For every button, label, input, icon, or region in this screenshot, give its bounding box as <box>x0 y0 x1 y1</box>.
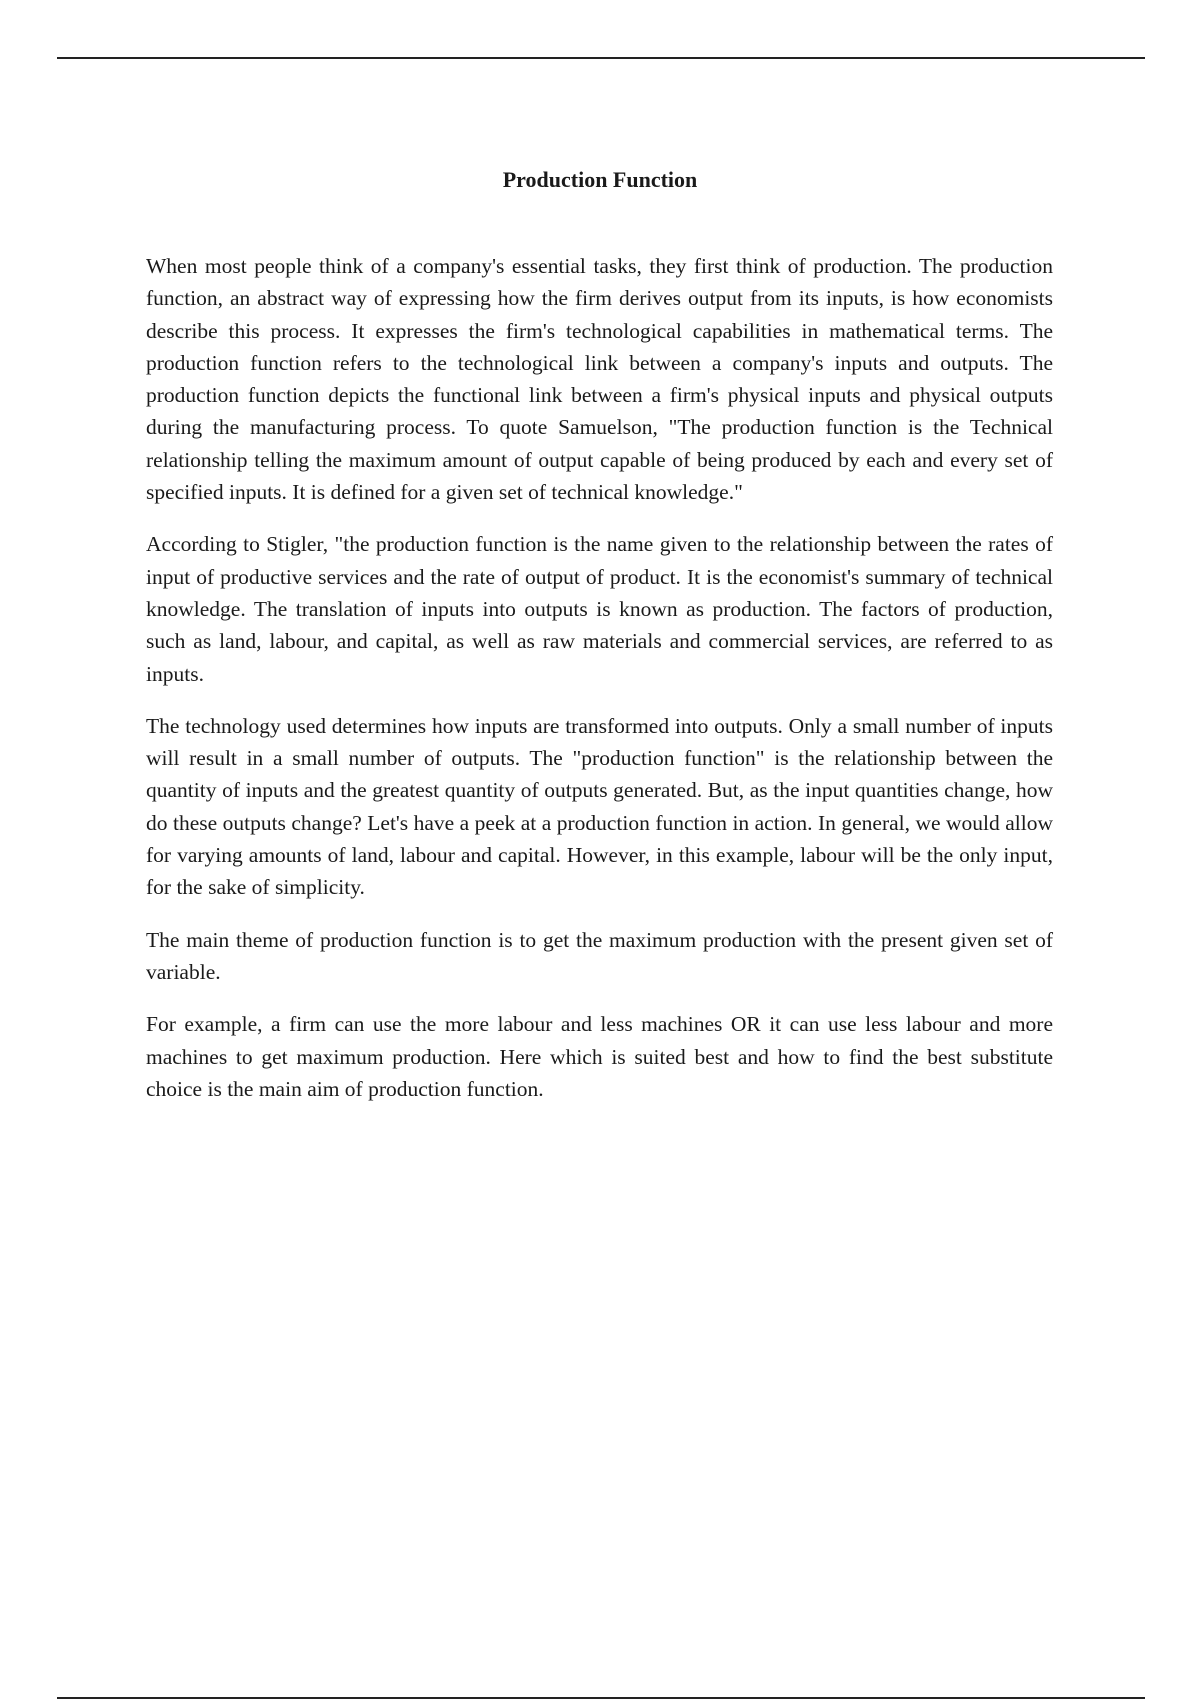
paragraph-3: The technology used determines how inputs are transformed into outputs. Only a small number of inputs will result in a small number of outputs. The "production function" is the relationship between the quantity of inputs and the greatest quantity of outputs generated. But, as the input quantities change, how do these outputs change? Let's have a peek at a production function in action. In general, we would allow for varying amounts of land, labour and capital. However, in this example, labour will be the only input, for the sake of simplicity. <box>146 713 1053 900</box>
document-title: Production Function <box>502 167 698 192</box>
paragraph-4: The main theme of production function is to get the maximum production with the present given set of variable. <box>146 927 1053 984</box>
paragraph-1: When most people think of a company's essential tasks, they first think of production. The production function, an abstract way of expressing how the firm derives output from its inputs, is how economists describe this process. It expresses the firm's technological capabilities in mathematical terms. The production function refers to the technological link between a company's inputs and outputs. The production function depicts the functional link between a firm's physical inputs and physical outputs during the manufacturing process. To quote Samuelson, "The production function is the Technical relationship telling the maximum amount of output capable of being produced by each and every set of specified inputs. It is defined for a given set of technical knowledge." <box>146 254 1053 505</box>
paragraph-2: According to Stigler, "the production function is the name given to the relationship between the rates of input of productive services and the rate of output of product. It is the economist's summary of technical knowledge. The translation of inputs into outputs is known as production. The factors of production, such as land, labour, and capital, as well as raw materials and commercial services, are referred to as inputs. <box>146 532 1053 686</box>
paragraph-5: For example, a firm can use the more labour and less machines OR it can use less labour and more machines to get maximum production. Here which is suited best and how to find the best substitute choice is the main aim of production function. <box>146 1012 1053 1101</box>
header-rule <box>57 57 1145 59</box>
footer-rule <box>57 1697 1145 1699</box>
document-body <box>146 250 1053 1125</box>
